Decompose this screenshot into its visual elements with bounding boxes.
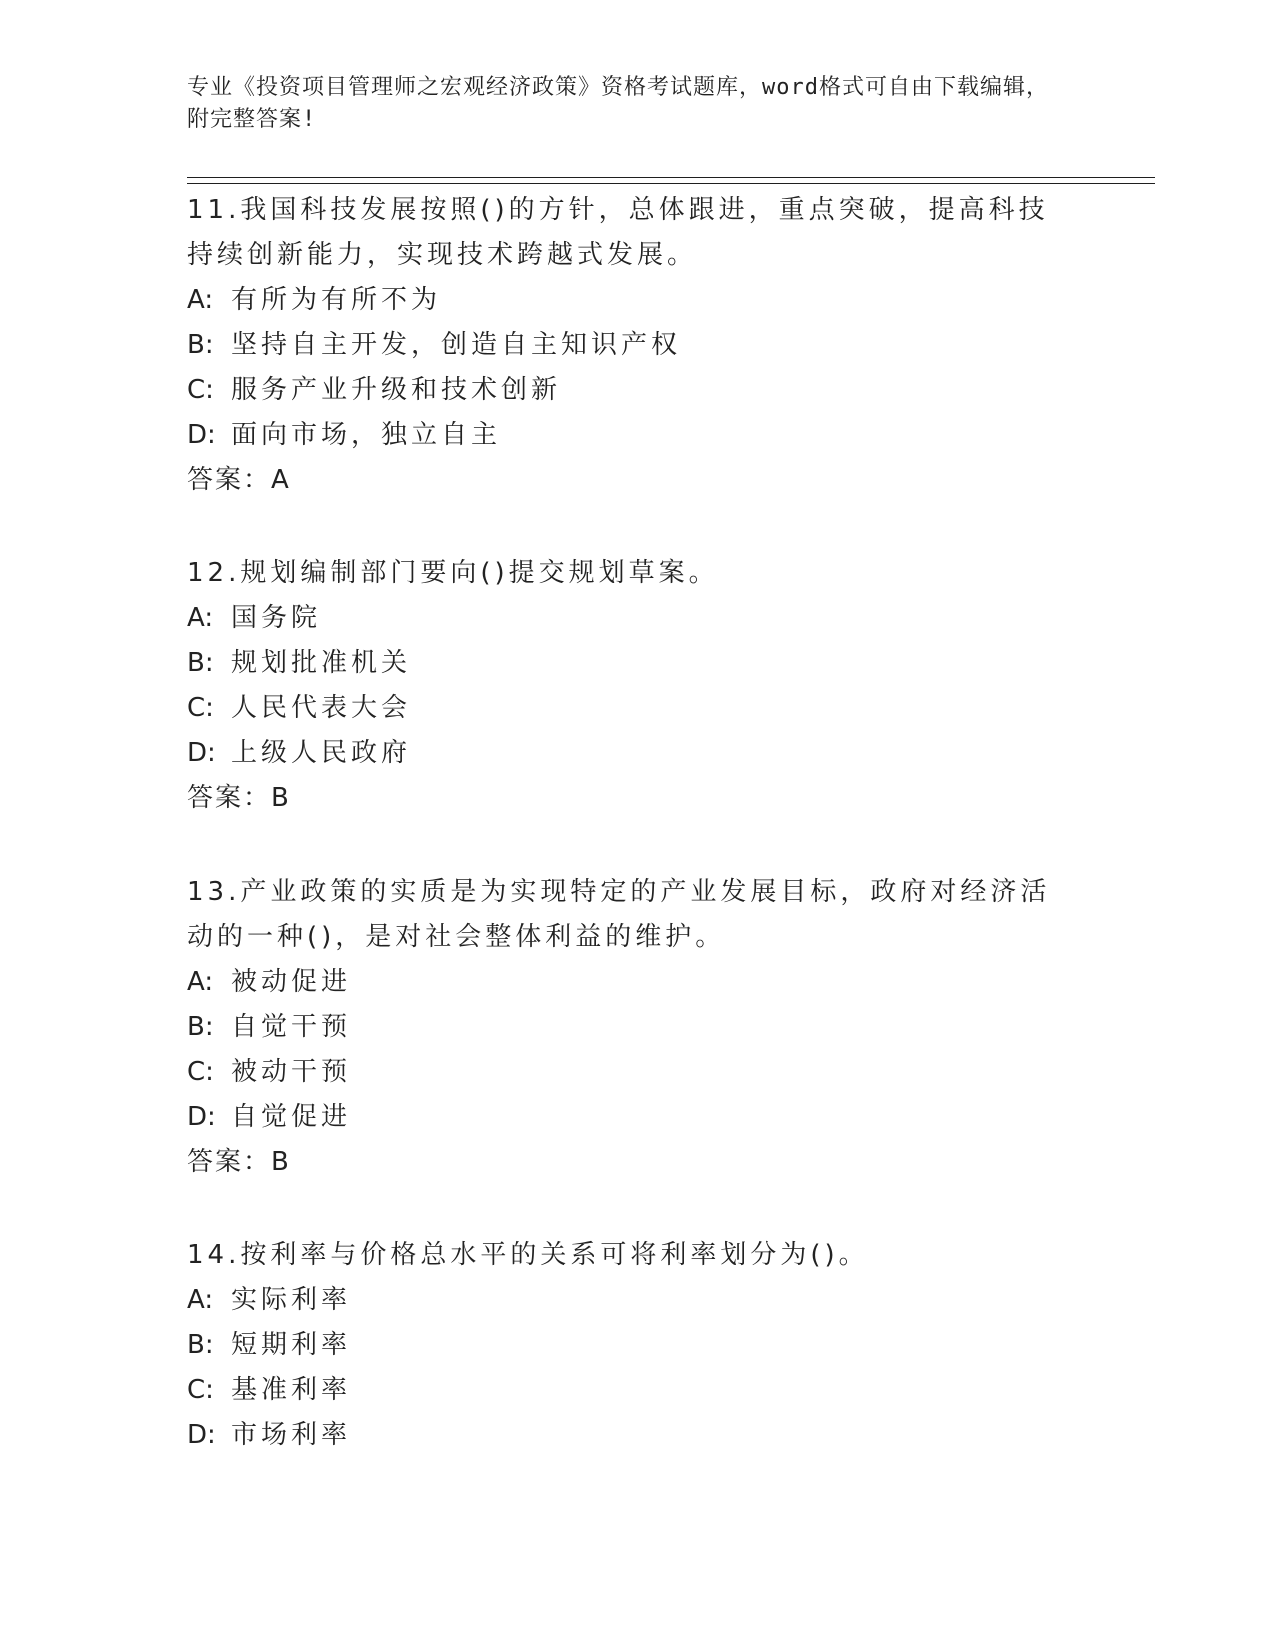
- header-divider-line-second: [187, 183, 1155, 184]
- option-b: [187, 1323, 1077, 1368]
- option-list: [187, 1278, 1077, 1458]
- option-text: 有所为有所不为: [231, 285, 442, 315]
- option-list: [187, 278, 1077, 458]
- option-c: [187, 1050, 1077, 1095]
- option-key: D:: [187, 1420, 216, 1450]
- option-text: 规划批准机关: [231, 648, 412, 678]
- answer-value: B: [271, 783, 290, 813]
- answer-line: [187, 1140, 1077, 1185]
- question-13: [187, 870, 1077, 1185]
- option-key: C:: [187, 1375, 214, 1405]
- answer-value: A: [271, 465, 290, 495]
- option-key: D:: [187, 420, 216, 450]
- option-b: [187, 641, 1077, 686]
- option-d: [187, 1413, 1077, 1458]
- option-key: A:: [187, 285, 214, 315]
- question-stem: 14.按利率与价格总水平的关系可将利率划分为()。: [187, 1240, 869, 1270]
- option-key: D:: [187, 1102, 216, 1132]
- question-stem: 11.我国科技发展按照()的方针，总体跟进，重点突破，提高科技持续创新能力，实现技术跨越式发展。: [187, 195, 1049, 270]
- option-c: [187, 686, 1077, 731]
- answer-value: B: [271, 1147, 290, 1177]
- option-b: [187, 323, 1077, 368]
- answer-line: [187, 776, 1077, 821]
- option-text: 国务院: [231, 603, 322, 633]
- option-key: C:: [187, 693, 214, 723]
- option-a: [187, 596, 1077, 641]
- document-header: 专业《投资项目管理师之宏观经济政策》资格考试题库，word格式可自由下载编辑，附完整答案!: [187, 75, 1049, 132]
- option-text: 面向市场，独立自主: [231, 420, 502, 450]
- option-key: B:: [187, 330, 214, 360]
- option-b: [187, 1005, 1077, 1050]
- question-stem: 13.产业政策的实质是为实现特定的产业发展目标，政府对经济活动的一种()，是对社会整体利益的维护。: [187, 877, 1051, 952]
- option-key: B:: [187, 1330, 214, 1360]
- option-text: 自觉促进: [231, 1102, 352, 1132]
- option-text: 被动干预: [231, 1057, 352, 1087]
- option-key: D:: [187, 738, 216, 768]
- question-11: [187, 188, 1077, 503]
- option-key: A:: [187, 603, 214, 633]
- option-key: B:: [187, 1012, 214, 1042]
- option-text: 被动促进: [231, 967, 352, 997]
- option-d: [187, 413, 1077, 458]
- option-list: [187, 596, 1077, 776]
- option-text: 实际利率: [231, 1285, 352, 1315]
- answer-label: 答案：: [187, 465, 272, 495]
- option-list: [187, 960, 1077, 1140]
- option-text: 市场利率: [231, 1420, 352, 1450]
- option-text: 自觉干预: [231, 1012, 352, 1042]
- option-key: C:: [187, 375, 214, 405]
- option-key: C:: [187, 1057, 214, 1087]
- answer-label: 答案：: [187, 1147, 272, 1177]
- option-key: A:: [187, 967, 214, 997]
- option-d: [187, 1095, 1077, 1140]
- option-a: [187, 278, 1077, 323]
- answer-line: [187, 458, 1077, 503]
- option-text: 上级人民政府: [231, 738, 412, 768]
- option-c: [187, 1368, 1077, 1413]
- answer-label: 答案：: [187, 783, 272, 813]
- option-text: 基准利率: [231, 1375, 352, 1405]
- option-text: 短期利率: [231, 1330, 352, 1360]
- option-text: 服务产业升级和技术创新: [231, 375, 562, 405]
- option-key: B:: [187, 648, 214, 678]
- option-key: A:: [187, 1285, 214, 1315]
- option-a: [187, 960, 1077, 1005]
- option-text: 坚持自主开发，创造自主知识产权: [231, 330, 682, 360]
- question-14: [187, 1233, 1077, 1458]
- question-stem: 12.规划编制部门要向()提交规划草案。: [187, 558, 719, 588]
- question-12: [187, 551, 1077, 821]
- option-d: [187, 731, 1077, 776]
- header-divider-line: [187, 177, 1155, 178]
- option-a: [187, 1278, 1077, 1323]
- option-text: 人民代表大会: [231, 693, 412, 723]
- option-c: [187, 368, 1077, 413]
